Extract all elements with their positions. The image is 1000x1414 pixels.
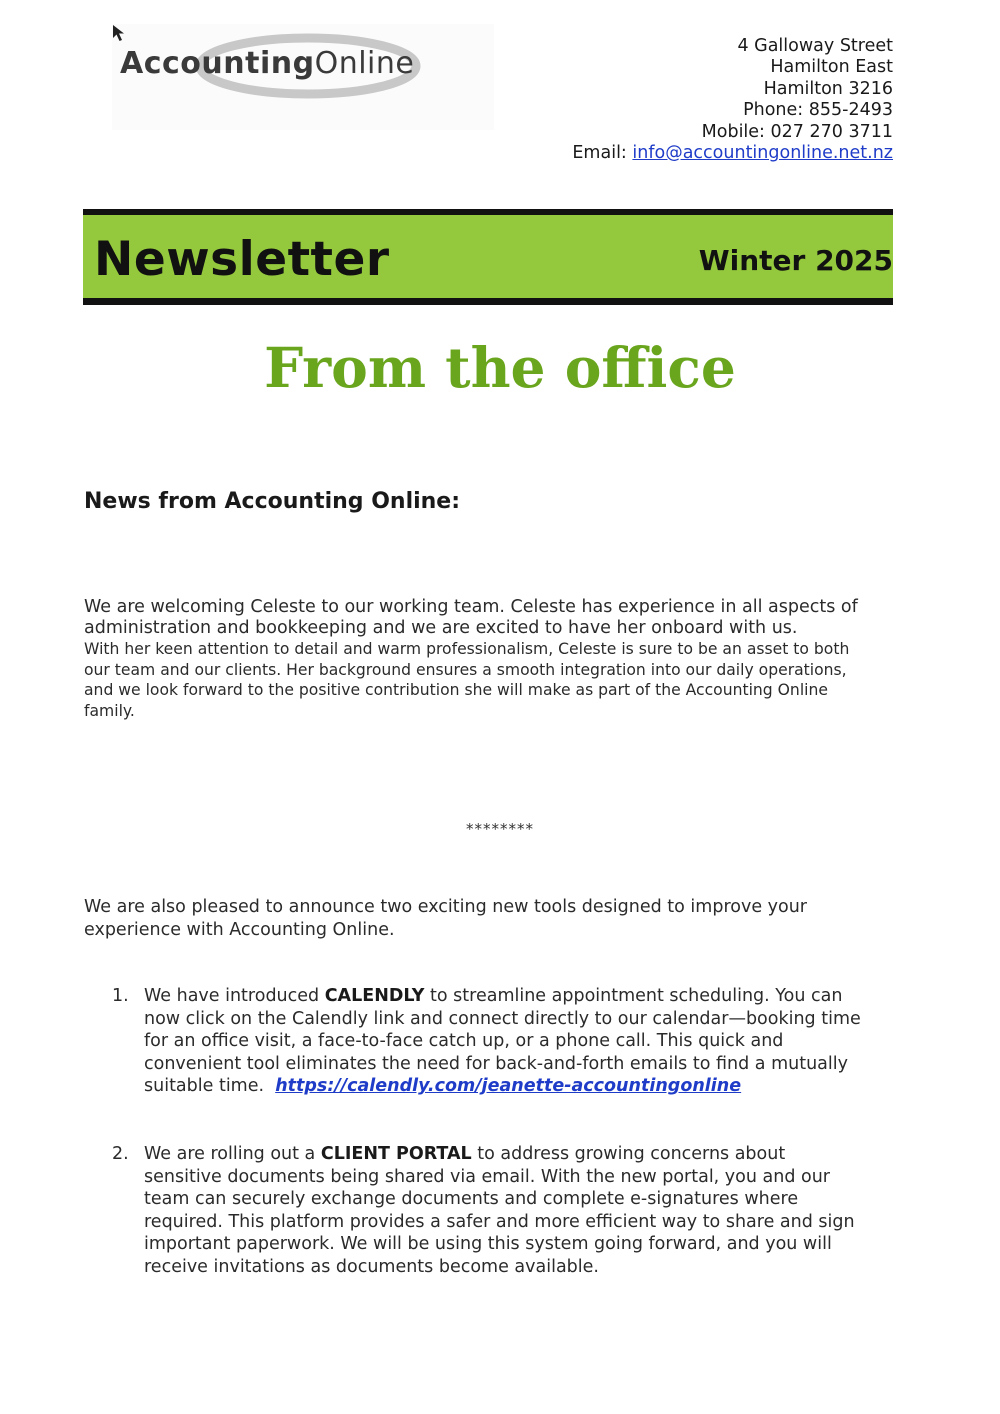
logo-text-normal: Online: [314, 46, 415, 81]
section-heading: News from Accounting Online:: [84, 489, 461, 514]
welcome-line: We are welcoming Celeste to our working team. Celeste has experience in all aspects of: [84, 597, 858, 617]
list-text: We are rolling out a: [144, 1144, 321, 1164]
banner-title: Newsletter: [94, 232, 390, 287]
cursor-arrow-icon: [112, 24, 128, 42]
banner-season: Winter 2025: [698, 244, 893, 277]
welcome-line: family.: [84, 701, 135, 720]
list-line: required. This platform provides a safer and more efficient way to share and sign: [144, 1211, 855, 1232]
welcome-line: With her keen attention to detail and warm professionalism, Celeste is sure to be an asset to both: [84, 640, 850, 658]
welcome-line: and we look forward to the positive contribution she will make as part of the Accounting Online: [84, 681, 828, 699]
address-phone: Phone: 855-2493: [743, 100, 893, 121]
email-link[interactable]: info@accountingonline.net.nz: [632, 143, 893, 164]
page-headline: From the office: [264, 335, 736, 400]
company-logo: [112, 24, 494, 130]
list-line: [144, 1143, 914, 1166]
address-mobile: Mobile: 027 270 3711: [701, 121, 893, 142]
newsletter-banner: [83, 209, 893, 305]
list-item-body: [144, 1143, 914, 1279]
list-line: team can securely exchange documents and complete e-signatures where: [144, 1189, 799, 1210]
list-line: now click on the Calendly link and connect directly to our calendar—booking time: [144, 1008, 861, 1029]
list-line: receive invitations as documents become available.: [144, 1256, 599, 1277]
list-text: We have introduced: [144, 986, 325, 1006]
separator: ********: [466, 820, 534, 838]
list-line: important paperwork. We will be using this system going forward, and you will: [144, 1234, 832, 1255]
address-email-line: [572, 143, 893, 164]
welcome-line: our team and our clients. Her background ensures a smooth integration into our daily operations,: [84, 660, 847, 679]
list-line: [144, 1075, 914, 1098]
list-number: 1.: [112, 986, 129, 1006]
calendly-link[interactable]: https://calendly.com/jeanette-accountingonline: [275, 1076, 742, 1097]
tools-intro-paragraph: [84, 896, 884, 941]
address-suburb: Hamilton East: [770, 57, 893, 78]
list-line: convenient tool eliminates the need for back-and-forth emails to find a mutually: [144, 1053, 848, 1074]
list-line: for an office visit, a face-to-face catch up, or a phone call. This quick and: [144, 1031, 784, 1052]
tools-intro-line: experience with Accounting Online.: [84, 919, 395, 940]
calendly-label: CALENDLY: [324, 986, 425, 1006]
welcome-line: administration and bookkeeping and we are excited to have her onboard with us.: [84, 618, 798, 638]
welcome-paragraph: [84, 597, 924, 721]
tools-intro-line: We are also pleased to announce two exciting new tools designed to improve your: [84, 897, 808, 917]
logo-text-bold: Accounting: [120, 46, 315, 81]
list-item-body: [144, 985, 914, 1098]
list-line: [144, 985, 914, 1008]
list-line: sensitive documents being shared via email. With the new portal, you and our: [144, 1166, 831, 1187]
list-number: 2.: [112, 1144, 129, 1164]
list-text: suitable time.: [144, 1076, 276, 1097]
list-text: to streamline appointment scheduling. You can: [424, 986, 843, 1006]
client-portal-label: CLIENT PORTAL: [320, 1144, 472, 1164]
email-label: Email:: [572, 143, 633, 164]
address-street: 4 Galloway Street: [737, 36, 893, 56]
address-city: Hamilton 3216: [763, 78, 893, 99]
contact-address: [572, 36, 893, 164]
list-text: to address growing concerns about: [471, 1144, 786, 1164]
logo-text: [120, 46, 414, 81]
